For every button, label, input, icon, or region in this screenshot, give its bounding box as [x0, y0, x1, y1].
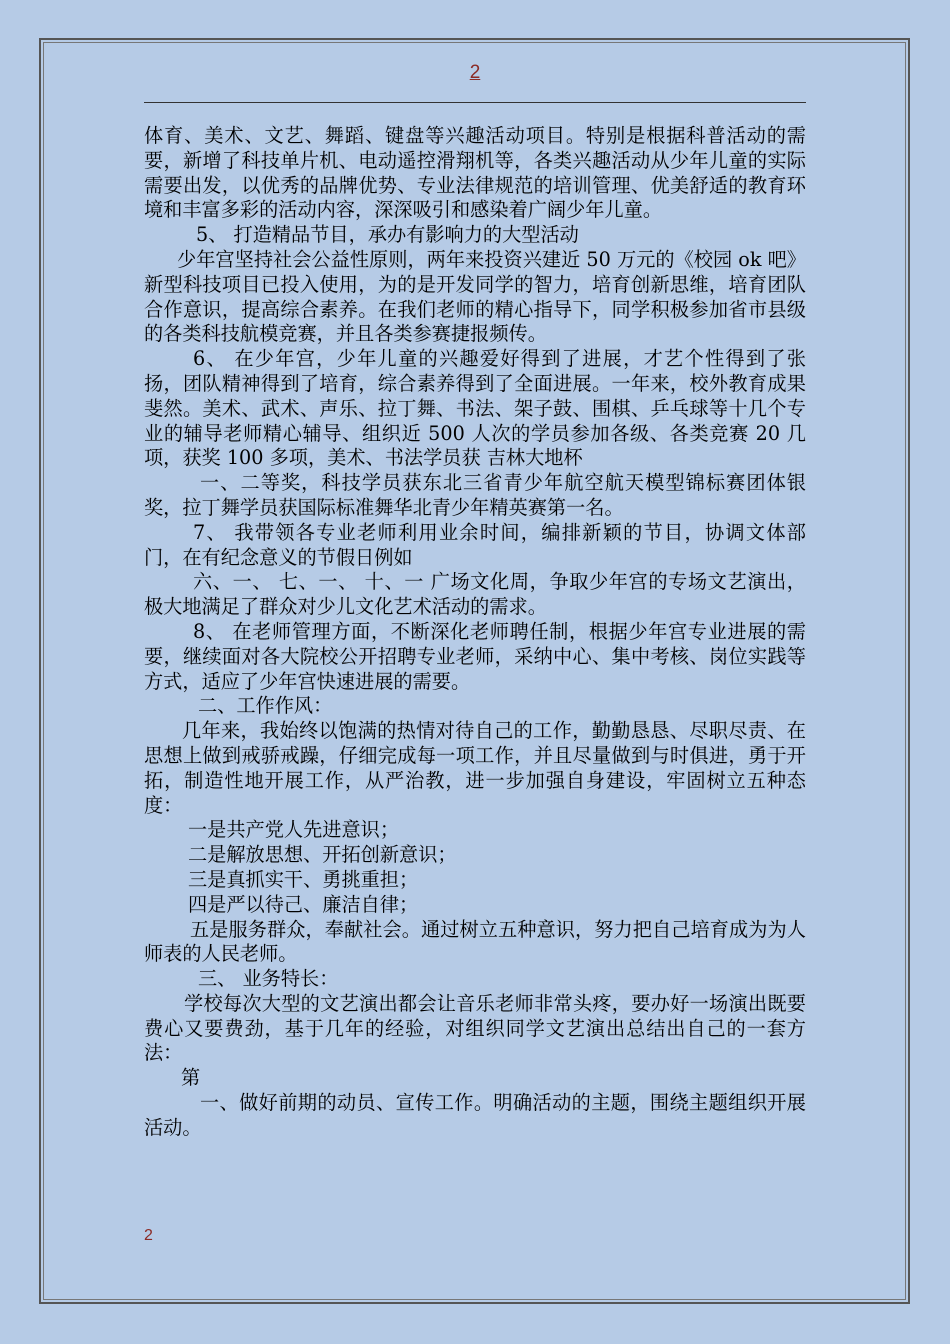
paragraph: 一是共产党人先进意识；	[188, 818, 400, 842]
paragraph: 6、 在少年宫，少年儿童的兴趣爱好得到了进展，才艺个性得到了张扬，团队精神得到了培育，综合素养得到了全面进展。一年来，校外教育成果斐然。美术、武术、声乐、拉丁舞、书法、架子鼓、围棋、乒乓球等十几个专业的辅导老师精心辅导、组织近 500 人次的学员参加各级、各类竞赛 20 几项，获奖 100 多项，美术、书法学员获 吉林大地杯	[144, 347, 806, 470]
document-body	[144, 124, 806, 1141]
header-page-number: 2	[469, 62, 481, 83]
paragraph: 7、 我带领各专业老师利用业余时间，编排新颖的节目，协调文体部门，在有纪念意义的节假日例如	[144, 520, 806, 569]
paragraph: 5、 打造精品节目，承办有影响力的大型活动	[196, 223, 579, 247]
paragraph: 第	[181, 1066, 201, 1090]
paragraph: 少年宫坚持社会公益性原则，两年来投资兴建近 50 万元的《校园 ok 吧》新型科技项目已投入使用，为的是开发同学的智力，培育创新思维，培育团队合作意识，提高综合素养。在我们老师的精心指导下，同学积极参加省市县级的各类科技航模竞赛，并且各类参赛捷报频传。	[144, 247, 806, 346]
paragraph: 几年来，我始终以饱满的热情对待自己的工作，勤勤恳恳、尽职尽责、在思想上做到戒骄戒躁，仔细完成每一项工作，并且尽量做到与时俱进，勇于开拓，制造性地开展工作，从严治教，进一步加强自身建设，牢固树立五种态度：	[144, 719, 806, 817]
paragraph: 六、一、 七、一、 十、一 广场文化周，争取少年宫的专场文艺演出，极大地满足了群众对少儿文化艺术活动的需求。	[144, 570, 806, 619]
paragraph: 二、工作作风：	[198, 694, 333, 718]
paragraph: 体育、美术、文艺、舞蹈、键盘等兴趣活动项目。特别是根据科普活动的需要，新增了科技单片机、电动遥控滑翔机等，各类兴趣活动从少年儿童的实际需要出发，以优秀的品牌优势、专业法律规范的培训管理、优美舒适的教育环境和丰富多彩的活动内容，深深吸引和感染着广阔少年儿童。	[144, 124, 806, 222]
paragraph: 五是服务群众，奉献社会。通过树立五种意识，努力把自己培育成为为人师表的人民老师。	[144, 917, 806, 966]
paragraph: 三、 业务特长：	[198, 967, 339, 991]
paragraph: 8、 在老师管理方面，不断深化老师聘任制，根据少年宫专业进展的需要，继续面对各大院校公开招聘专业老师，采纳中心、集中考核、岗位实践等方式，适应了少年宫快速进展的需要。	[144, 619, 806, 693]
paragraph: 三是真抓实干、勇挑重担；	[188, 867, 419, 891]
paragraph: 学校每次大型的文艺演出都会让音乐老师非常头疼，要办好一场演出既要费心又要费劲，基于几年的经验，对组织同学文艺演出总结出自己的一套方法：	[144, 991, 806, 1065]
paragraph: 四是严以待己、廉洁自律；	[188, 892, 419, 916]
paragraph: 一、做好前期的动员、宣传工作。明确活动的主题，围绕主题组织开展活动。	[144, 1091, 806, 1139]
paragraph: 一、二等奖，科技学员获东北三省青少年航空航天模型锦标赛团体银奖，拉丁舞学员获国际标准舞华北青少年精英赛第一名。	[144, 471, 806, 519]
paragraph: 二是解放思想、开拓创新意识；	[188, 843, 457, 867]
footer-page-number: 2	[144, 1227, 153, 1244]
header-rule	[144, 102, 806, 103]
